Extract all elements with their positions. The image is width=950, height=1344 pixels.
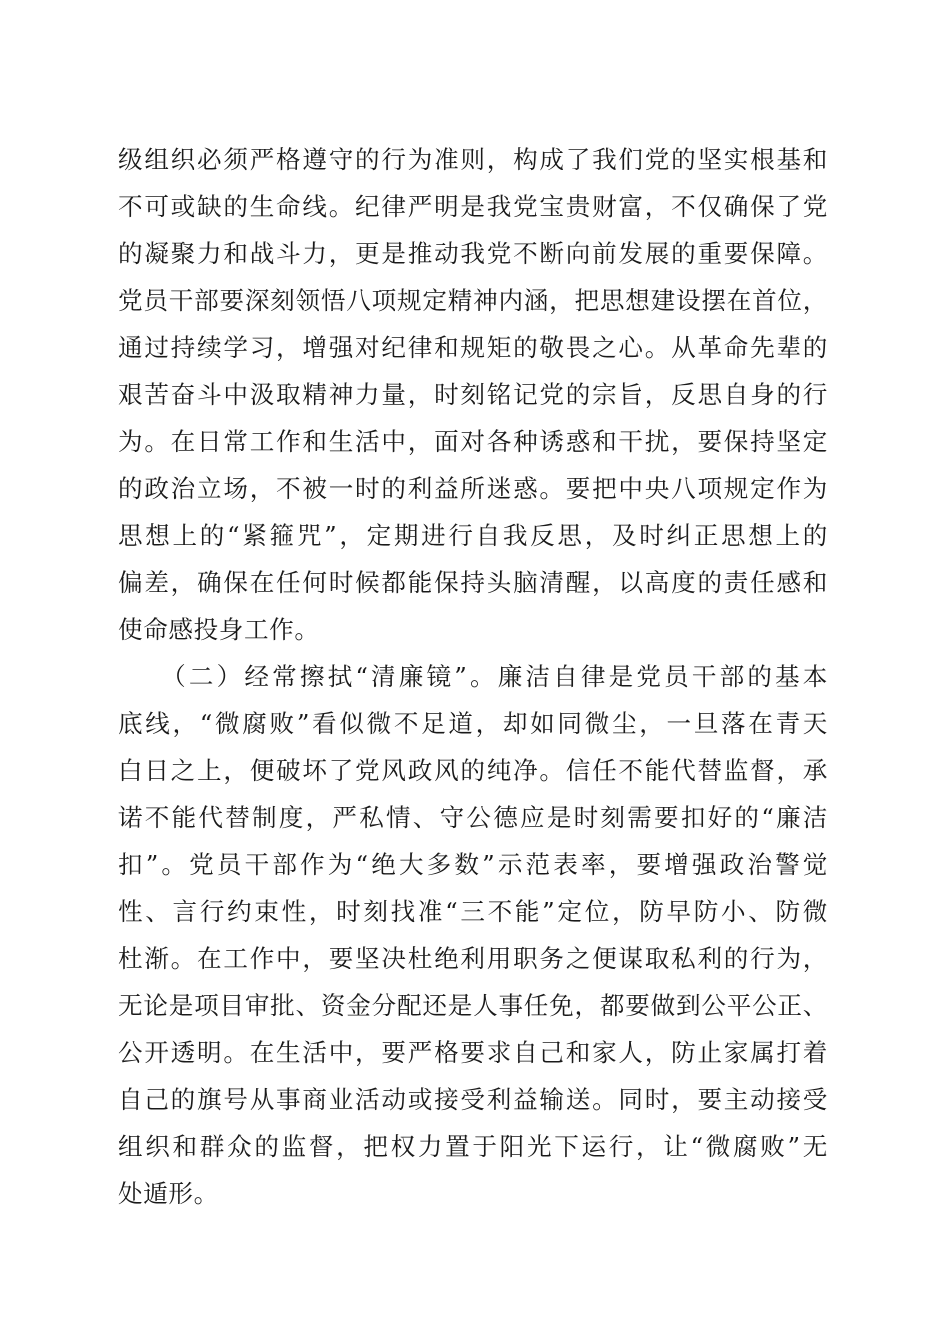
- text-line: 党员干部要深刻领悟八项规定精神内涵，把思想建设摆在首位，: [118, 286, 828, 315]
- section-heading-line: （二）经常擦拭“清廉镜”。廉洁自律是党员干部的基本: [118, 662, 828, 691]
- text-line: 不可或缺的生命线。纪律严明是我党宝贵财富，不仅确保了党: [118, 192, 828, 221]
- text-line: 杜渐。在工作中，要坚决杜绝利用职务之便谋取私利的行为，: [118, 944, 828, 973]
- text-line: 为。在日常工作和生活中，面对各种诱惑和干扰，要保持坚定: [118, 427, 828, 456]
- text-line: 使命感投身工作。: [118, 615, 320, 644]
- text-line: 思想上的“紧箍咒”，定期进行自我反思，及时纠正思想上的: [118, 521, 828, 550]
- body-text: [118, 136, 828, 1217]
- paragraph-integrity-mirror: [118, 653, 828, 1217]
- text-line: 艰苦奋斗中汲取精神力量，时刻铭记党的宗旨，反思自身的行: [118, 380, 828, 409]
- paragraph-discipline: [118, 136, 828, 653]
- text-line: 级组织必须严格遵守的行为准则，构成了我们党的坚实根基和: [118, 145, 828, 174]
- text-line: 扣”。党员干部作为“绝大多数”示范表率，要增强政治警觉: [118, 850, 828, 879]
- text-line: 自己的旗号从事商业活动或接受利益输送。同时，要主动接受: [118, 1085, 828, 1114]
- text-line: 无论是项目审批、资金分配还是人事任免，都要做到公平公正、: [118, 991, 828, 1020]
- text-line: 的政治立场，不被一时的利益所迷惑。要把中央八项规定作为: [118, 474, 828, 503]
- text-line: 的凝聚力和战斗力，更是推动我党不断向前发展的重要保障。: [118, 239, 828, 268]
- text-line: 性、言行约束性，时刻找准“三不能”定位，防早防小、防微: [118, 897, 828, 926]
- text-line: 底线，“微腐败”看似微不足道，却如同微尘，一旦落在青天: [118, 709, 828, 738]
- text-line: 组织和群众的监督，把权力置于阳光下运行，让“微腐败”无: [118, 1132, 828, 1161]
- text-line: 处遁形。: [118, 1179, 219, 1208]
- text-line: 白日之上，便破坏了党风政风的纯净。信任不能代替监督，承: [118, 756, 828, 785]
- text-line: 诺不能代替制度，严私情、守公德应是时刻需要扣好的“廉洁: [118, 803, 828, 832]
- text-line: 公开透明。在生活中，要严格要求自己和家人，防止家属打着: [118, 1038, 828, 1067]
- text-line: 通过持续学习，增强对纪律和规矩的敬畏之心。从革命先辈的: [118, 333, 828, 362]
- text-line: 偏差，确保在任何时候都能保持头脑清醒，以高度的责任感和: [118, 568, 828, 597]
